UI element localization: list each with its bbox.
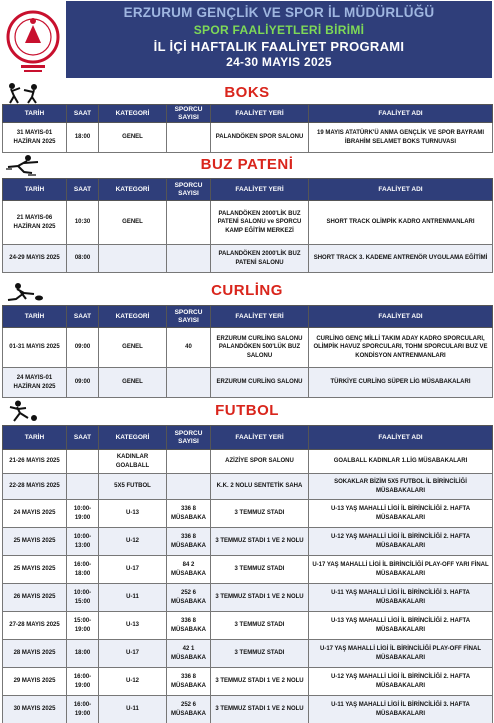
cell-activity: U-13 YAŞ MAHALLİ LİGİ İL BİRİNCİLİĞİ 2. HAFTA MÜSABAKALARI <box>309 612 493 640</box>
curling-table <box>2 305 493 398</box>
cell-athletes <box>167 368 211 398</box>
cell-activity: U-12 YAŞ MAHALLİ LİGİ İL BİRİNCİLİĞİ 2. HAFTA MÜSABAKALARI <box>309 668 493 696</box>
col-venue: FAALİYET YERİ <box>211 179 309 201</box>
table-row <box>3 612 493 640</box>
cell-category: U-11 <box>99 584 167 612</box>
cell-athletes <box>167 123 211 153</box>
cell-activity: CURLİNG GENÇ MİLLİ TAKIM ADAY KADRO SPORCULARI, OLİMPİK HAVUZ SPORCULARI, TOHM SPORCULARI BUZ VE KONDİSYON ANTRENMANLARI <box>309 328 493 368</box>
cell-date: 21-26 MAYIS 2025 <box>3 450 67 474</box>
table-row <box>3 450 493 474</box>
buz-pateni-table <box>2 178 493 273</box>
table-row <box>3 500 493 528</box>
cell-category: U-13 <box>99 612 167 640</box>
col-category: KATEGORİ <box>99 105 167 123</box>
cell-category: U-12 <box>99 528 167 556</box>
col-category: KATEGORİ <box>99 426 167 450</box>
cell-time: 10:00-15:00 <box>67 584 99 612</box>
cell-activity: TÜRKİYE CURLİNG SÜPER LİG MÜSABAKALARI <box>309 368 493 398</box>
ministry-logo-icon <box>3 3 63 77</box>
col-activity: FAALİYET ADI <box>309 306 493 328</box>
col-activity: FAALİYET ADI <box>309 105 493 123</box>
col-date: TARİH <box>3 426 67 450</box>
cell-venue: 3 TEMMUZ STADI <box>211 612 309 640</box>
cell-athletes: 40 <box>167 328 211 368</box>
cell-venue: 3 TEMMUZ STADI 1 VE 2 NOLU <box>211 528 309 556</box>
cell-activity: U-11 YAŞ MAHALLİ LİGİ İL BİRİNCİLİĞİ 3. HAFTA MÜSABAKALARI <box>309 584 493 612</box>
cell-athletes: 336 8 MÜSABAKA <box>167 612 211 640</box>
cell-venue: 3 TEMMUZ STADI 1 VE 2 NOLU <box>211 668 309 696</box>
cell-category: GENEL <box>99 368 167 398</box>
cell-category <box>99 245 167 273</box>
cell-venue: ERZURUM CURLİNG SALONU <box>211 368 309 398</box>
program-title: İL İÇİ HAFTALIK FAALİYET PROGRAMI <box>153 39 405 54</box>
cell-venue: 3 TEMMUZ STADI <box>211 640 309 668</box>
cell-date: 25 MAYIS 2025 <box>3 556 67 584</box>
col-time: SAAT <box>67 179 99 201</box>
table-row <box>3 328 493 368</box>
col-athletes: SPORCU SAYISI <box>167 179 211 201</box>
cell-date: 24 MAYIS 2025 <box>3 500 67 528</box>
col-time: SAAT <box>67 426 99 450</box>
page-header <box>0 0 494 80</box>
cell-activity: GOALBALL KADINLAR 1.LİG MÜSABAKALARI <box>309 450 493 474</box>
cell-venue: PALANDÖKEN 2000'LİK BUZ PATENİ SALONU ve SPORCU KAMP EĞİTİM MERKEZİ <box>211 201 309 245</box>
cell-venue: 3 TEMMUZ STADI <box>211 500 309 528</box>
col-athletes: SPORCU SAYISI <box>167 426 211 450</box>
cell-athletes: 42 1 MÜSABAKA <box>167 640 211 668</box>
col-venue: FAALİYET YERİ <box>211 306 309 328</box>
col-category: KATEGORİ <box>99 306 167 328</box>
table-row <box>3 368 493 398</box>
cell-venue: AZİZİYE SPOR SALONU <box>211 450 309 474</box>
boks-table <box>2 104 493 153</box>
cell-athletes <box>167 474 211 500</box>
cell-venue: PALANDÖKEN SPOR SALONU <box>211 123 309 153</box>
cell-time: 09:00 <box>67 328 99 368</box>
cell-category: GENEL <box>99 201 167 245</box>
cell-activity: SHORT TRACK 3. KADEME ANTRENÖR UYGULAMA EĞİTİMİ <box>309 245 493 273</box>
cell-time: 15:00-19:00 <box>67 612 99 640</box>
cell-time <box>67 474 99 500</box>
cell-athletes: 84 2 MÜSABAKA <box>167 556 211 584</box>
cell-activity: U-11 YAŞ MAHALLİ LİGİ İL BİRİNCİLİĞİ 3. HAFTA MÜSABAKALARI <box>309 696 493 723</box>
cell-category: GENEL <box>99 123 167 153</box>
cell-time: 16:00-19:00 <box>67 696 99 723</box>
cell-date: 28 MAYIS 2025 <box>3 640 67 668</box>
cell-category: KADINLAR GOALBALL <box>99 450 167 474</box>
cell-athletes: 336 8 MÜSABAKA <box>167 668 211 696</box>
cell-category: 5X5 FUTBOL <box>99 474 167 500</box>
cell-venue: PALANDÖKEN 2000'LİK BUZ PATENİ SALONU <box>211 245 309 273</box>
cell-activity: U-17 YAŞ MAHALLİ LİGİ İL BİRİNCİLİĞİ PLAY-OFF YARI FİNAL MÜSABAKALARI <box>309 556 493 584</box>
cell-athletes: 252 6 MÜSABAKA <box>167 696 211 723</box>
table-row <box>3 245 493 273</box>
cell-time: 18:00 <box>67 640 99 668</box>
cell-date: 31 MAYIS-01 HAZİRAN 2025 <box>3 123 67 153</box>
cell-activity: SHORT TRACK OLİMPİK KADRO ANTRENMANLARI <box>309 201 493 245</box>
cell-time <box>67 450 99 474</box>
cell-time: 16:00-19:00 <box>67 668 99 696</box>
cell-athletes <box>167 201 211 245</box>
col-time: SAAT <box>67 105 99 123</box>
table-row <box>3 668 493 696</box>
cell-date: 01-31 MAYIS 2025 <box>3 328 67 368</box>
cell-time: 10:00-19:00 <box>67 500 99 528</box>
cell-category: U-13 <box>99 500 167 528</box>
cell-venue: ERZURUM CURLİNG SALONU PALANDÖKEN 500'LÜK BUZ SALONU <box>211 328 309 368</box>
cell-activity: 19 MAYIS ATATÜRK'Ü ANMA GENÇLİK VE SPOR BAYRAMI İBRAHİM SELAMET BOKS TURNUVASI <box>309 123 493 153</box>
table-row <box>3 696 493 723</box>
cell-date: 27-28 MAYIS 2025 <box>3 612 67 640</box>
table-row <box>3 640 493 668</box>
cell-activity: U-12 YAŞ MAHALLİ LİGİ İL BİRİNCİLİĞİ 2. HAFTA MÜSABAKALARI <box>309 528 493 556</box>
cell-athletes <box>167 450 211 474</box>
directorate-title: ERZURUM GENÇLİK VE SPOR İL MÜDÜRLÜĞÜ <box>123 5 435 20</box>
col-date: TARİH <box>3 105 67 123</box>
cell-time: 10:30 <box>67 201 99 245</box>
cell-activity: U-17 YAŞ MAHALLİ LİGİ İL BİRİNCİLİĞİ PLAY-OFF FİNAL MÜSABAKALARI <box>309 640 493 668</box>
cell-date: 21 MAYIS-06 HAZİRAN 2025 <box>3 201 67 245</box>
section-title-curling: CURLİNG <box>211 282 283 299</box>
col-venue: FAALİYET YERİ <box>211 426 309 450</box>
unit-title: SPOR FAALİYETLERİ BİRİMİ <box>193 23 365 37</box>
col-date: TARİH <box>3 179 67 201</box>
cell-category: U-12 <box>99 668 167 696</box>
cell-date: 22-28 MAYIS 2025 <box>3 474 67 500</box>
col-category: KATEGORİ <box>99 179 167 201</box>
cell-athletes <box>167 245 211 273</box>
col-venue: FAALİYET YERİ <box>211 105 309 123</box>
col-date: TARİH <box>3 306 67 328</box>
cell-date: 24 MAYIS-01 HAZİRAN 2025 <box>3 368 67 398</box>
cell-date: 24-29 MAYIS 2025 <box>3 245 67 273</box>
cell-athletes: 252 6 MÜSABAKA <box>167 584 211 612</box>
cell-date: 25 MAYIS 2025 <box>3 528 67 556</box>
cell-activity: U-13 YAŞ MAHALLİ LİGİ İL BİRİNCİLİĞİ 2. HAFTA MÜSABAKALARI <box>309 500 493 528</box>
cell-time: 16:00-18:00 <box>67 556 99 584</box>
cell-category: U-11 <box>99 696 167 723</box>
cell-time: 18:00 <box>67 123 99 153</box>
cell-venue: 3 TEMMUZ STADI 1 VE 2 NOLU <box>211 696 309 723</box>
col-activity: FAALİYET ADI <box>309 179 493 201</box>
table-row <box>3 556 493 584</box>
futbol-table <box>2 425 493 723</box>
section-title-boks: BOKS <box>224 84 270 101</box>
cell-venue: 3 TEMMUZ STADI <box>211 556 309 584</box>
table-row <box>3 201 493 245</box>
table-row <box>3 474 493 500</box>
table-row <box>3 528 493 556</box>
cell-athletes: 336 8 MÜSABAKA <box>167 500 211 528</box>
cell-category: U-17 <box>99 640 167 668</box>
cell-date: 26 MAYIS 2025 <box>3 584 67 612</box>
cell-activity: SOKAKLAR BİZİM 5X5 FUTBOL İL BİRİNCİLİĞİ MÜSABAKALARI <box>309 474 493 500</box>
section-title-buz-pateni: BUZ PATENİ <box>200 156 294 173</box>
cell-venue: K.K. 2 NOLU SENTETİK SAHA <box>211 474 309 500</box>
col-activity: FAALİYET ADI <box>309 426 493 450</box>
cell-time: 10:00-13:00 <box>67 528 99 556</box>
section-title-futbol: FUTBOL <box>215 402 279 419</box>
col-athletes: SPORCU SAYISI <box>167 105 211 123</box>
date-range: 24-30 MAYIS 2025 <box>226 55 332 69</box>
col-time: SAAT <box>67 306 99 328</box>
col-athletes: SPORCU SAYISI <box>167 306 211 328</box>
title-banner <box>66 1 492 78</box>
table-row <box>3 123 493 153</box>
cell-time: 09:00 <box>67 368 99 398</box>
cell-date: 30 MAYIS 2025 <box>3 696 67 723</box>
cell-time: 08:00 <box>67 245 99 273</box>
table-row <box>3 584 493 612</box>
cell-category: U-17 <box>99 556 167 584</box>
cell-category: GENEL <box>99 328 167 368</box>
cell-athletes: 336 8 MÜSABAKA <box>167 528 211 556</box>
cell-venue: 3 TEMMUZ STADI 1 VE 2 NOLU <box>211 584 309 612</box>
cell-date: 29 MAYIS 2025 <box>3 668 67 696</box>
